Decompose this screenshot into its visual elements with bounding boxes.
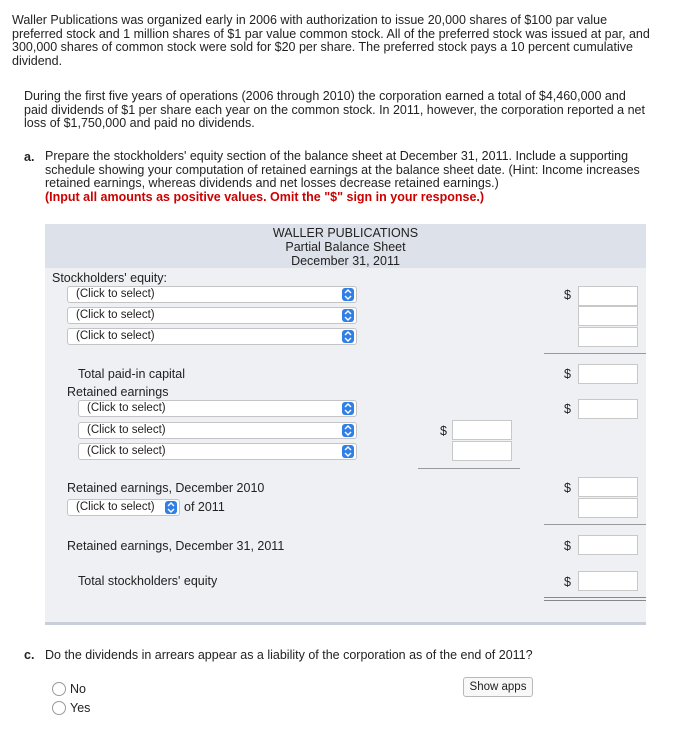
option-no-label: No [70, 682, 86, 696]
select-text: (Click to select) [76, 288, 155, 300]
select-text: (Click to select) [76, 309, 155, 321]
dollar-sign: $ [564, 481, 571, 495]
re-adjustment-amount[interactable] [578, 498, 638, 518]
equity-line-3-select[interactable] [67, 328, 357, 345]
re-line-3-select[interactable] [78, 443, 357, 460]
dollar-sign: $ [440, 424, 447, 438]
intro-paragraph-2: During the first five years of operations (2006 through 2010) the corporation earned a total of $4,460,000 and paid dividends of $1 per share each year on the common stock. In 2011, however, the corporation reported a net loss of $1,750,000 and paid no dividends. [24, 89, 645, 130]
re-line-1-amount[interactable] [578, 399, 638, 419]
chevron-updown-icon [342, 309, 354, 322]
statement-title: Partial Balance Sheet [285, 240, 406, 254]
re-line-2-amount[interactable] [452, 420, 512, 440]
option-yes-label: Yes [70, 701, 91, 715]
of-year-label: of 2011 [184, 500, 225, 514]
re-2010-amount[interactable] [578, 477, 638, 497]
radio-yes[interactable] [52, 701, 66, 715]
equity-line-1-amount[interactable] [578, 286, 638, 306]
select-text: (Click to select) [87, 402, 166, 414]
part-a-instructions: Prepare the stockholders' equity section of the balance sheet at December 31, 2011. Include a supporting schedule showing your computation of retained earnings at the balance sheet date. (Hint: Income increases retained earnings, whereas dividends and net losses decrease retained earnings.) [45, 149, 640, 190]
chevron-updown-icon [342, 445, 354, 458]
subtotal-rule [544, 353, 646, 354]
re-2011-label: Retained earnings, December 31, 2011 [67, 539, 285, 553]
total-equity-label: Total stockholders' equity [78, 574, 218, 588]
select-text: (Click to select) [76, 501, 155, 513]
total-paid-in-label: Total paid-in capital [78, 367, 186, 381]
radio-no[interactable] [52, 682, 66, 696]
chevron-updown-icon [342, 424, 354, 437]
part-a-marker: a. [24, 150, 35, 164]
company-name: WALLER PUBLICATIONS [272, 226, 419, 240]
dollar-sign: $ [564, 288, 571, 302]
select-text: (Click to select) [76, 330, 155, 342]
re-2010-label: Retained earnings, December 2010 [67, 481, 265, 495]
part-c-marker: c. [24, 648, 35, 662]
equity-line-2-select[interactable] [67, 307, 357, 324]
schedule-rule [418, 468, 520, 469]
part-a-text [45, 150, 655, 204]
dollar-sign: $ [564, 539, 571, 553]
part-a-warning: (Input all amounts as positive values. Omit the "$" sign in your response.) [45, 189, 485, 204]
sheet-bottom-border [45, 622, 646, 625]
dollar-sign: $ [564, 402, 571, 416]
chevron-updown-icon [165, 501, 177, 514]
select-text: (Click to select) [87, 424, 166, 436]
equity-line-2-amount[interactable] [578, 306, 638, 326]
double-rule-top [544, 597, 646, 598]
double-rule-bottom [544, 600, 646, 601]
chevron-updown-icon [342, 402, 354, 415]
equity-line-3-amount[interactable] [578, 327, 638, 347]
stockholders-equity-label: Stockholders' equity: [52, 271, 167, 285]
total-equity-amount[interactable] [578, 571, 638, 591]
intro-paragraph-1: Waller Publications was organized early in 2006 with authorization to issue 20,000 shares of $100 par value preferred stock and 1 million shares of $1 par value common stock. All of the preferred stock was issued at par, and 300,000 shares of common stock were sold for $20 per share. The preferred stock pays a 10 percent cumulative dividend. [12, 13, 650, 68]
chevron-updown-icon [342, 288, 354, 301]
statement-date: December 31, 2011 [291, 254, 400, 268]
retained-earnings-label: Retained earnings [67, 385, 169, 399]
dollar-sign: $ [564, 575, 571, 589]
total-paid-in-amount[interactable] [578, 364, 638, 384]
equity-line-1-select[interactable] [67, 286, 357, 303]
dollar-sign: $ [564, 367, 571, 381]
chevron-updown-icon [342, 330, 354, 343]
show-apps-button[interactable]: Show apps [463, 677, 533, 697]
re-rule [544, 524, 646, 525]
re-line-1-select[interactable] [78, 400, 357, 417]
select-text: (Click to select) [87, 445, 166, 457]
re-line-3-amount[interactable] [452, 441, 512, 461]
re-adjustment-select[interactable] [67, 499, 180, 516]
re-line-2-select[interactable] [78, 422, 357, 439]
part-c-question: Do the dividends in arrears appear as a liability of the corporation as of the end of 2011? [45, 648, 533, 662]
re-2011-amount[interactable] [578, 535, 638, 555]
